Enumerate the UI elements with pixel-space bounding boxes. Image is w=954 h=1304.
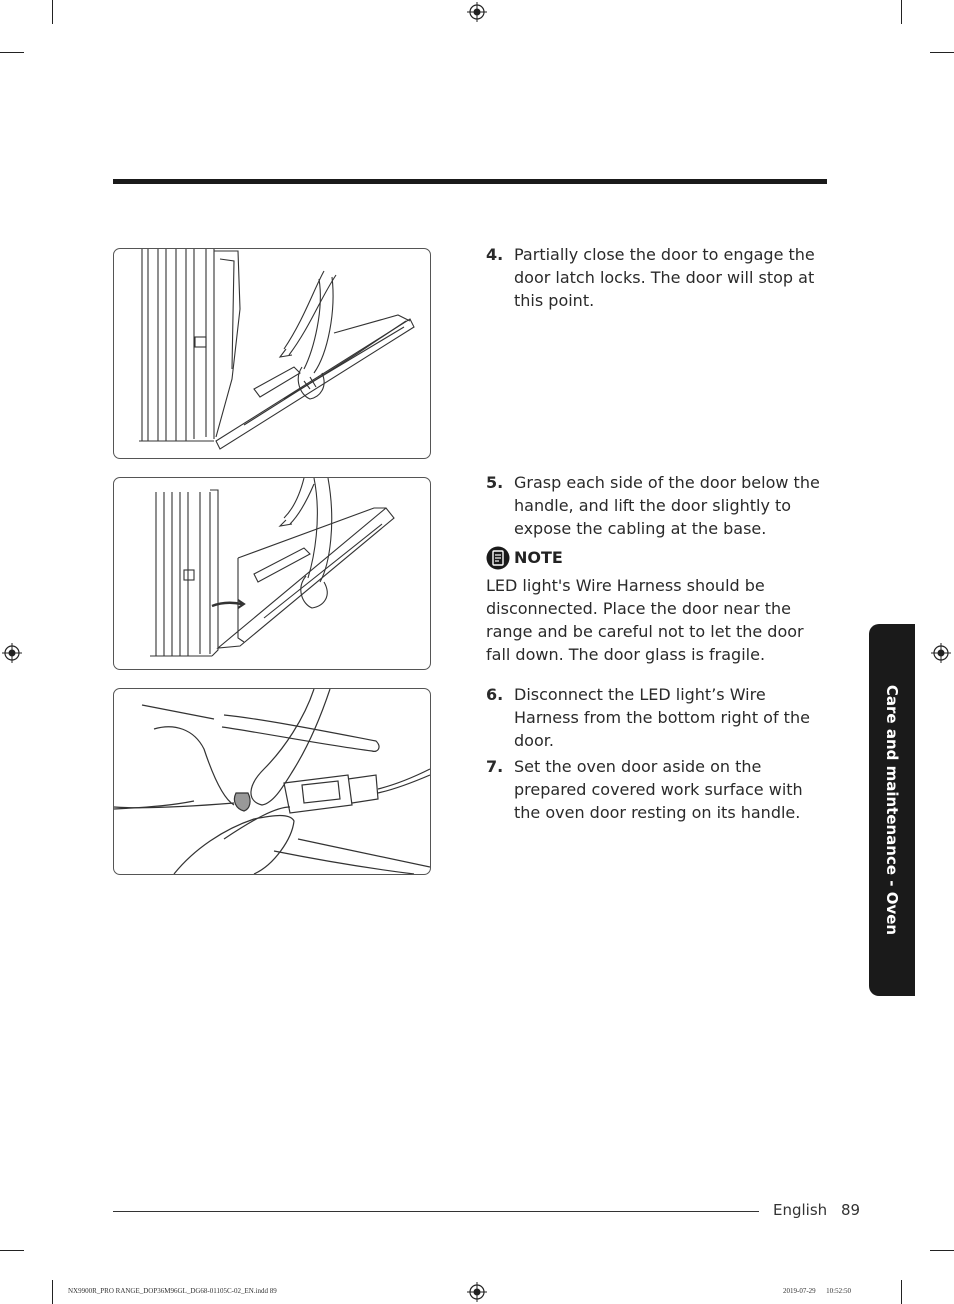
crop-mark — [901, 1280, 902, 1304]
step-text: Set the oven door aside on the prepared covered work surface with the oven door resting on its handle. — [514, 757, 803, 822]
step-number: 5. — [486, 473, 504, 492]
step-number: 6. — [486, 685, 504, 704]
note-icon — [486, 546, 510, 570]
crop-mark — [52, 0, 53, 24]
figure-lift-door — [113, 477, 431, 670]
footer-language: English — [773, 1201, 828, 1219]
note-text: LED light's Wire Harness should be disconnected. Place the door near the range and be careful not to let the door fall down. The door glass is fragile. — [486, 576, 804, 664]
crop-mark — [930, 52, 954, 53]
step-7 — [486, 755, 826, 824]
registration-mark-icon — [467, 1282, 487, 1302]
header-rule — [113, 179, 827, 184]
section-side-tab — [869, 624, 915, 996]
registration-mark-icon — [931, 643, 951, 663]
registration-mark-icon — [2, 643, 22, 663]
crop-mark — [901, 0, 902, 24]
figure-close-door — [113, 248, 431, 459]
note-label: NOTE — [514, 548, 563, 567]
section-side-tab-label: Care and maintenance - Oven — [883, 684, 901, 936]
step-text: Disconnect the LED light’s Wire Harness from the bottom right of the door. — [514, 685, 810, 750]
registration-mark-icon — [467, 2, 487, 22]
page-number: 89 — [841, 1201, 861, 1219]
crop-mark — [52, 1280, 53, 1304]
step-4 — [486, 243, 826, 312]
footer-rule — [113, 1211, 759, 1212]
step-6 — [486, 683, 826, 752]
step-number: 4. — [486, 245, 504, 264]
step-number: 7. — [486, 757, 504, 776]
crop-mark — [0, 1250, 24, 1251]
step-5 — [486, 471, 826, 540]
crop-mark — [930, 1250, 954, 1251]
crop-mark — [0, 52, 24, 53]
step-text: Grasp each side of the door below the handle, and lift the door slightly to expose the cabling at the base. — [514, 473, 820, 538]
slug-file: NX9900R_PRO RANGE_DOP36M96GL_DG68-01105C-02_EN.indd 89 — [68, 1287, 277, 1295]
slug-timestamp: 2019-07-29 10:52:50 — [783, 1287, 852, 1295]
step-text: Partially close the door to engage the door latch locks. The door will stop at this point. — [514, 245, 815, 310]
figure-disconnect-harness — [113, 688, 431, 875]
